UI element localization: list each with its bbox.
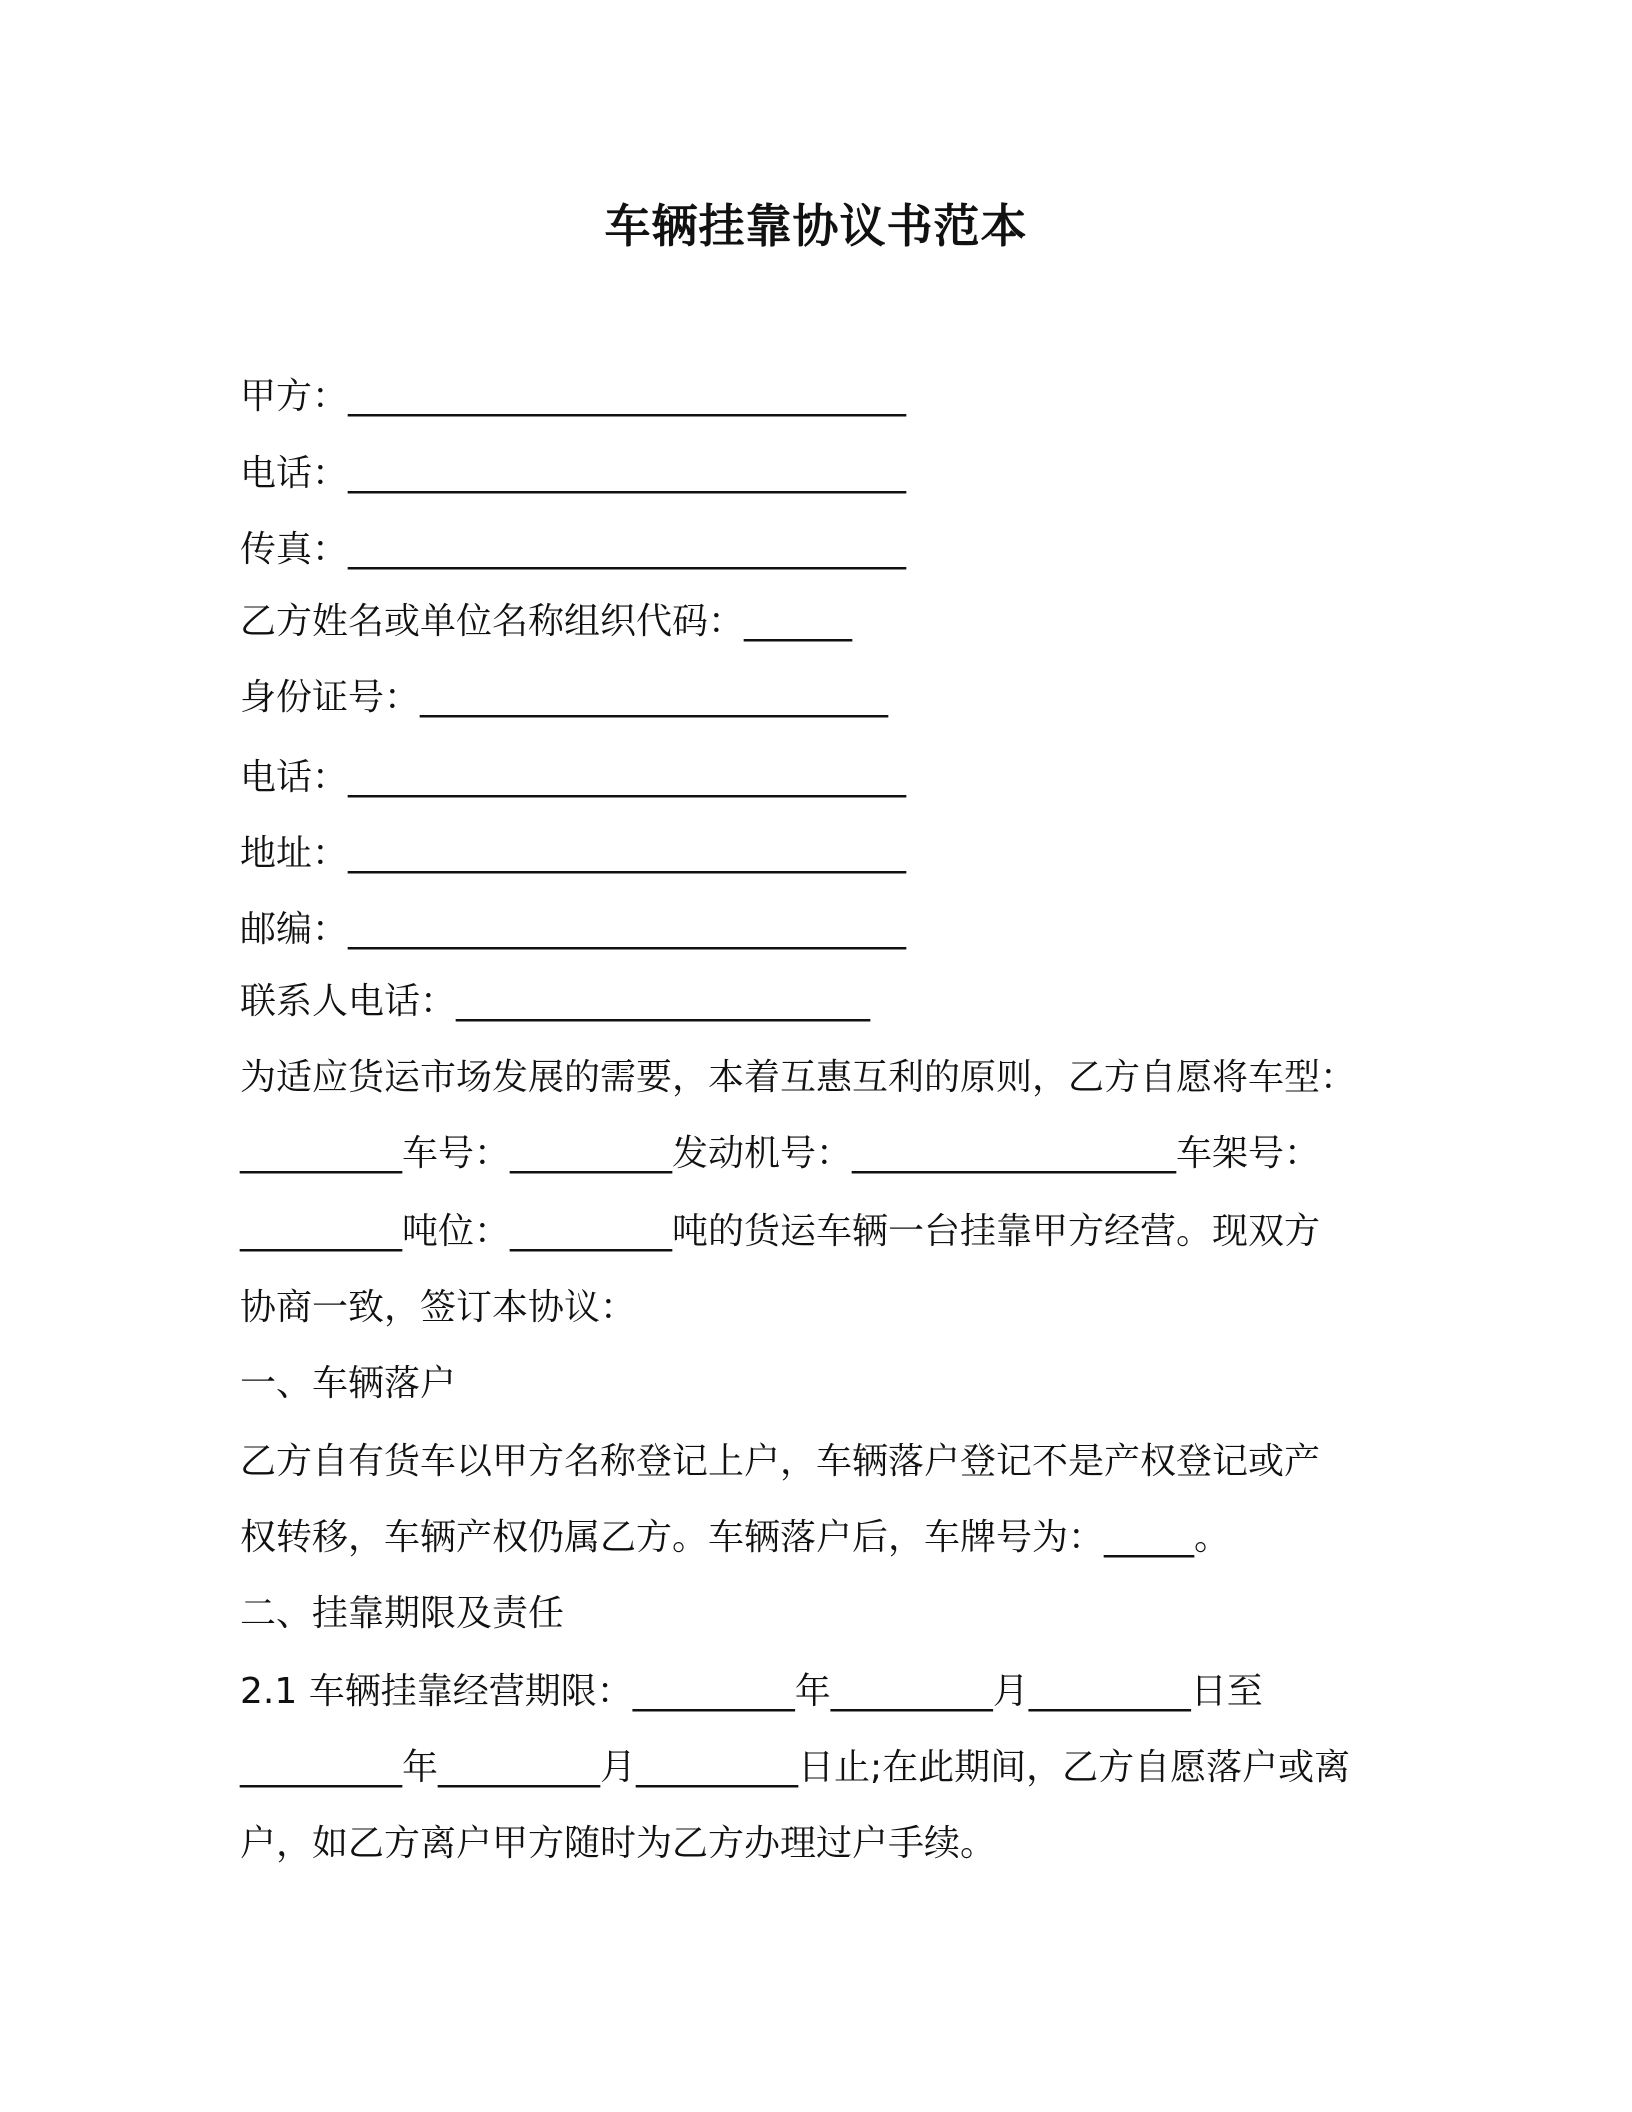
party-a-fax-field: 传真：_______________________________ (240, 529, 907, 570)
clause-line: 2.1 车辆挂靠经营期限：_________年_________月_________日至 (240, 1671, 1263, 1712)
party-a-phone-field: 电话：_______________________________ (240, 453, 907, 494)
id-number-field: 身份证号：__________________________ (240, 677, 889, 718)
contact-phone-field: 联系人电话：_______________________ (240, 981, 871, 1022)
postcode-field: 邮编：_______________________________ (240, 909, 907, 950)
party-b-phone-field: 电话：_______________________________ (240, 757, 907, 798)
address-field: 地址：_______________________________ (240, 833, 907, 874)
party-a-field: 甲方：_______________________________ (240, 376, 907, 417)
body-paragraph-line: _________车号：_________发动机号：__________________车架号： (240, 1133, 1321, 1174)
body-paragraph-line: 为适应货运市场发展的需要，本着互惠互利的原则，乙方自愿将车型： (240, 1057, 1357, 1098)
body-paragraph-line: 乙方自有货车以甲方名称登记上户，车辆落户登记不是产权登记或产 (240, 1441, 1321, 1482)
clause-line: 户，如乙方离户甲方随时为乙方办理过户手续。 (240, 1823, 997, 1864)
clause-line: _________年_________月_________日止;在此期间，乙方自愿落户或离 (240, 1747, 1351, 1788)
body-paragraph-line: 权转移，车辆产权仍属乙方。车辆落户后，车牌号为：_____。 (240, 1517, 1231, 1558)
document-title: 车辆挂靠协议书范本 (604, 199, 1028, 253)
body-paragraph-line: _________吨位：_________吨的货运车辆一台挂靠甲方经营。现双方 (240, 1211, 1321, 1252)
section-heading: 一、车辆落户 (240, 1363, 457, 1404)
body-paragraph-line: 协商一致，签订本协议： (240, 1287, 637, 1328)
section-heading: 二、挂靠期限及责任 (240, 1593, 565, 1634)
party-b-name-field: 乙方姓名或单位名称组织代码：______ (240, 601, 853, 642)
